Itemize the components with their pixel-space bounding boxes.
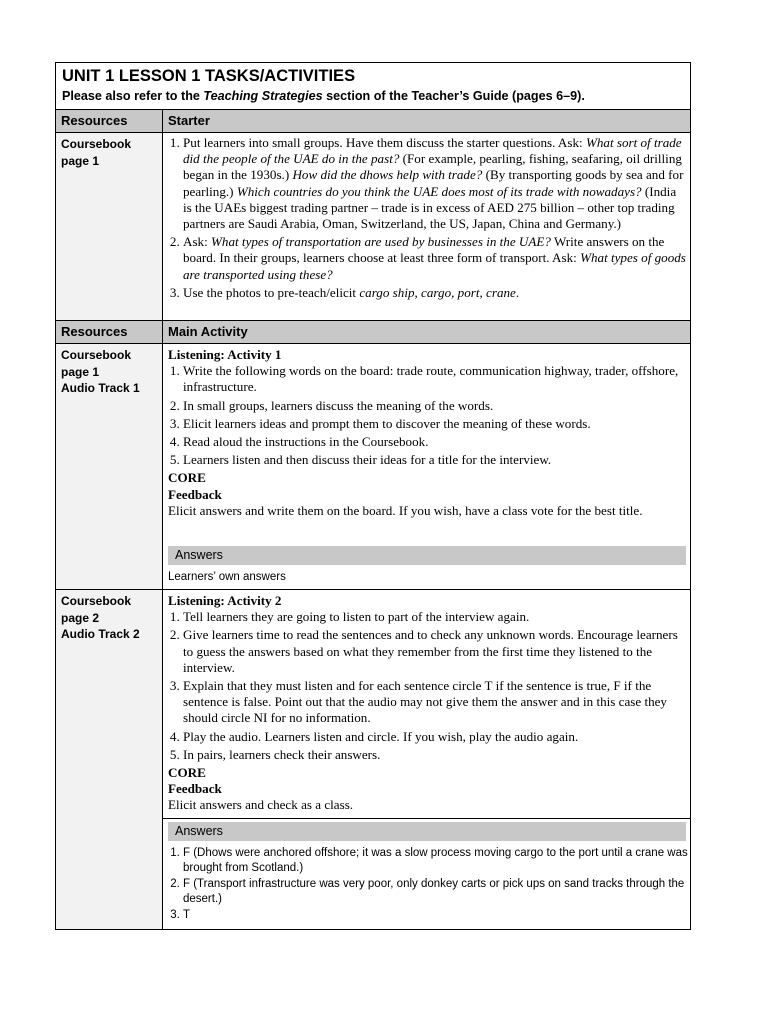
list-item xyxy=(183,135,688,232)
resource-line: Coursebook xyxy=(61,137,132,151)
italic-run: What types of goods are transported using these? xyxy=(183,250,686,282)
answer-item: 3. T xyxy=(183,908,688,923)
resource-line: page 2 xyxy=(61,610,100,625)
activity2-heading: Listening: Activity 2 xyxy=(168,593,282,608)
resources-heading: Resources xyxy=(61,113,128,128)
column-divider xyxy=(162,110,163,929)
italic-run: Which countries do you think the UAE does most of its trade with nowadays? xyxy=(236,183,642,199)
text-run: Write answers on the board. In their groups, learners choose at least three form of transport. Ask: xyxy=(183,234,665,266)
activity2-resources xyxy=(61,593,159,643)
page-title: UNIT 1 LESSON 1 TASKS/ACTIVITIES xyxy=(62,67,356,85)
italic-run: What types of transportation are used by businesses in the UAE? xyxy=(211,234,551,250)
answers-label: Answers xyxy=(175,824,223,838)
core-label: CORE xyxy=(168,470,206,486)
list-item: 5. In pairs, learners check their answers. xyxy=(183,747,688,763)
title-box xyxy=(56,63,690,109)
resource-line: Coursebook xyxy=(61,594,132,608)
page-subtitle xyxy=(62,89,585,103)
list-item: 3. Explain that they must listen and for each sentence circle T if the sentence is true, F if the sentence is false. Point out that the audio may not give them the answer and in this case they should circle NI for no information. xyxy=(183,678,688,727)
activity1-resources-cell xyxy=(56,344,162,589)
list-item: 2. Give learners time to read the sentences and to check any unknown words. Encourage learners to guess the answers based on what they remember from the first time they listened to the interview. xyxy=(183,627,688,676)
list-item: 3. Elicit learners ideas and prompt them to discover the meaning of these words. xyxy=(183,416,688,432)
starter-resources-cell xyxy=(56,133,162,320)
answers-list xyxy=(168,846,688,923)
list-item: 4. Play the audio. Learners listen and circle. If you wish, play the audio again. xyxy=(183,729,688,745)
resource-line: page 1 xyxy=(61,153,100,168)
resource-line: Audio Track 1 xyxy=(61,381,140,395)
subtitle-pre: Please also refer to the xyxy=(62,89,204,103)
text-run: (India is the UAEs biggest trading partner – trade is in excess of AED 275 billion – other top trading partners are Saudi Arabia, Oman, Switzerland, the US, Japan, China and Germany.) xyxy=(183,183,677,232)
starter-content xyxy=(168,135,688,303)
list-item: 4. Read aloud the instructions in the Coursebook. xyxy=(183,434,688,450)
list-item: 5. Learners listen and then discuss their ideas for a title for the interview. xyxy=(183,452,688,468)
activity2-list xyxy=(168,609,688,763)
list-item xyxy=(183,234,688,283)
text-run: . xyxy=(515,284,520,300)
list-item: 2. In small groups, learners discuss the meaning of the words. xyxy=(183,398,688,414)
divider xyxy=(162,818,690,819)
main-header-row xyxy=(56,321,690,343)
activity1-heading: Listening: Activity 1 xyxy=(168,347,282,362)
core-label: CORE xyxy=(168,765,206,781)
subtitle-post: section of the Teacher’s Guide (pages 6–9). xyxy=(322,89,585,103)
activity1-content xyxy=(168,347,688,519)
answers-bar xyxy=(168,546,686,565)
starter-header-row xyxy=(56,110,690,132)
activity1-list xyxy=(168,363,688,468)
feedback-label: Feedback xyxy=(168,486,222,502)
italic-run: What sort of trade did the people of the UAE do in the past? xyxy=(183,135,682,167)
starter-list xyxy=(168,135,688,301)
activity2-resources-cell xyxy=(56,590,162,929)
activity2-content xyxy=(168,593,688,814)
italic-run: cargo ship, cargo, port, crane xyxy=(359,284,516,300)
starter-heading: Starter xyxy=(168,113,210,128)
text-run: (By transporting goods by sea and for pearling.) xyxy=(183,167,684,199)
resource-line: page 1 xyxy=(61,364,100,379)
activity1-resources xyxy=(61,347,159,397)
answer-item: 1. F (Dhows were anchored offshore; it was a slow process moving cargo to the port until a crane was brought from Scotland.) xyxy=(183,846,688,875)
text-run: Put learners into small groups. Have them discuss the starter questions. Ask: xyxy=(183,135,586,150)
text-run: (For example, pearling, fishing, seafaring, oil drilling began in the 1930s.) xyxy=(183,151,682,183)
activity2-answers xyxy=(168,846,688,925)
text-run: Use the photos to pre-teach/elicit xyxy=(183,284,360,300)
activity1-answers: Learners’ own answers xyxy=(168,571,286,583)
answers-bar xyxy=(168,822,686,841)
subtitle-em: Teaching Strategies xyxy=(203,89,323,103)
lesson-sheet xyxy=(55,62,691,930)
feedback-text: Elicit answers and write them on the board. If you wish, have a class vote for the best title. xyxy=(168,502,643,518)
starter-resources xyxy=(61,136,159,169)
list-item: 1. Write the following words on the board: trade route, communication highway, trader, offshore, infrastructure. xyxy=(183,363,688,395)
resource-line: Audio Track 2 xyxy=(61,627,140,641)
answers-label: Answers xyxy=(175,548,223,562)
list-item xyxy=(183,285,688,301)
answer-item: 2. F (Transport infrastructure was very poor, only donkey carts or pick ups on sand tracks through the desert.) xyxy=(183,877,688,906)
feedback-label: Feedback xyxy=(168,781,222,797)
list-item: 1. Tell learners they are going to listen to part of the interview again. xyxy=(183,609,688,625)
italic-run: How did the dhows help with trade? xyxy=(292,167,483,183)
resource-line: Coursebook xyxy=(61,348,132,362)
main-activity-heading: Main Activity xyxy=(168,324,248,339)
feedback-text: Elicit answers and check as a class. xyxy=(168,797,354,813)
text-run: Ask: xyxy=(183,234,212,250)
resources-heading: Resources xyxy=(61,324,128,339)
